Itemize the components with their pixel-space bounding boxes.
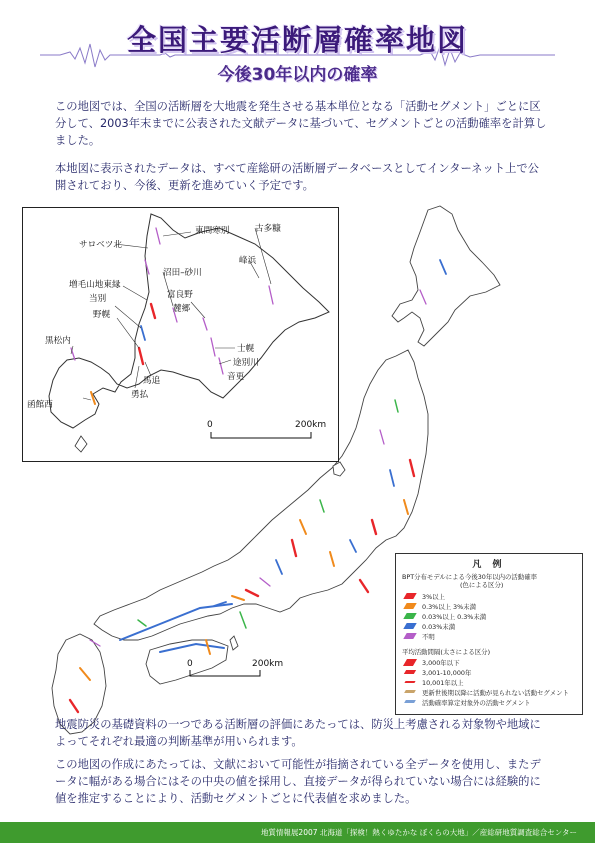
inset-label-rokugo: 麓郷 xyxy=(173,304,191,314)
legend-title: 凡 例 xyxy=(472,560,506,570)
footer-text: 地質情報展2007 北海道「探検！熱くゆたかな ぼくらの大地」／産総研地質調査総合センター xyxy=(260,828,577,837)
inset-label-umaoi: 馬追 xyxy=(143,376,161,386)
map-legend xyxy=(395,553,583,715)
legend-prob-item: 3%以上 xyxy=(408,592,445,601)
legend-interval-item: 更新世後期以降に活動が見られない活動セグメント xyxy=(408,688,569,697)
inset-label-kuromatsunai: 黒松内 xyxy=(45,336,71,346)
legend-prob-sub: (色による区分) xyxy=(460,581,504,589)
inset-label-tobetsu: 当別 xyxy=(89,294,107,304)
legend-interval-item: 3,001-10,000年 xyxy=(408,668,471,677)
outro-paragraph-1: 地震防災の基礎資料の一つである活断層の評価にあたっては、防災上考慮される対象物や地域によってそれぞれ最適の判断基準が用いられます。 xyxy=(55,718,541,748)
legend-interval-title: 平均活動間隔(太さによる区分) xyxy=(402,648,491,656)
inset-label-higashitoikambetsu: 東問寒別 xyxy=(195,226,230,236)
legend-prob-item: 不明 xyxy=(408,632,435,641)
inset-label-furano: 富良野 xyxy=(167,290,193,300)
page-title: 全国主要活断層確率地図 xyxy=(126,23,468,57)
legend-prob-item: 0.03%以上 0.3%未満 xyxy=(408,612,486,621)
footer-bar xyxy=(0,822,595,843)
legend-interval-item: 10,001年以上 xyxy=(408,678,464,687)
inset-label-tobetsugawa: 途別川 xyxy=(233,358,259,368)
inset-label-hakodate-nishi: 函館西 xyxy=(27,400,53,410)
inset-label-otofuke: 音更 xyxy=(227,372,245,382)
inset-scale-zero: 0 xyxy=(207,420,213,430)
main-scale-zero: 0 xyxy=(187,659,193,669)
legend-interval-item: 3,000年以下 xyxy=(408,658,459,667)
legend-prob-item: 0.3%以上 3%未満 xyxy=(408,602,476,611)
intro-paragraph-1: この地図では、全国の活断層を大地震を発生させる基本単位となる「活動セグメント」ごとに区分して、2003年末までに公表された文献データに基づいて、セグメントごとの活動確率を計算しました。 xyxy=(55,100,547,147)
inset-label-sarobetsu-kita: サロベツ北 xyxy=(79,240,122,250)
inset-label-shihoro: 士幌 xyxy=(237,344,255,354)
legend-prob-item: 0.03%未満 xyxy=(408,622,455,631)
main-scale-max: 200km xyxy=(252,659,284,669)
intro-paragraph-2: 本地図に表示されたデータは、すべて産総研の活断層データベースとしてインターネット上で公開されており、今後、更新を進めていく予定です。 xyxy=(55,162,539,192)
hokkaido-inset-map xyxy=(22,207,339,462)
inset-label-yufutsu: 勇払 xyxy=(131,390,149,400)
inset-label-nopporo: 野幌 xyxy=(93,310,111,320)
inset-scale-bar xyxy=(211,432,311,438)
outro-paragraph-2: この地図の作成にあたっては、文献において可能性が指摘されている全データを使用し、またデータに幅がある場合にはその中央の値を採用し、直接データが得られていない場合には経験的に値を推定することにより、活動セグメントごとに代表値を求めました。 xyxy=(55,758,541,805)
legend-prob-title: BPT分布モデルによる今後30年以内の活動確率 xyxy=(402,573,537,581)
inset-label-mashike-sanchi: 増毛山地東縁 xyxy=(69,280,121,290)
inset-label-minehama: 峰浜 xyxy=(239,256,257,266)
page-subtitle: 今後30年以内の確率 xyxy=(217,65,378,85)
legend-interval-item: 活動確率算定対象外の活動セグメント xyxy=(408,698,531,707)
inset-label-numata-sunagawa: 沼田–砂川 xyxy=(163,268,202,278)
inset-label-kotatan: 古多糠 xyxy=(255,224,281,234)
inset-scale-max: 200km xyxy=(295,420,327,430)
